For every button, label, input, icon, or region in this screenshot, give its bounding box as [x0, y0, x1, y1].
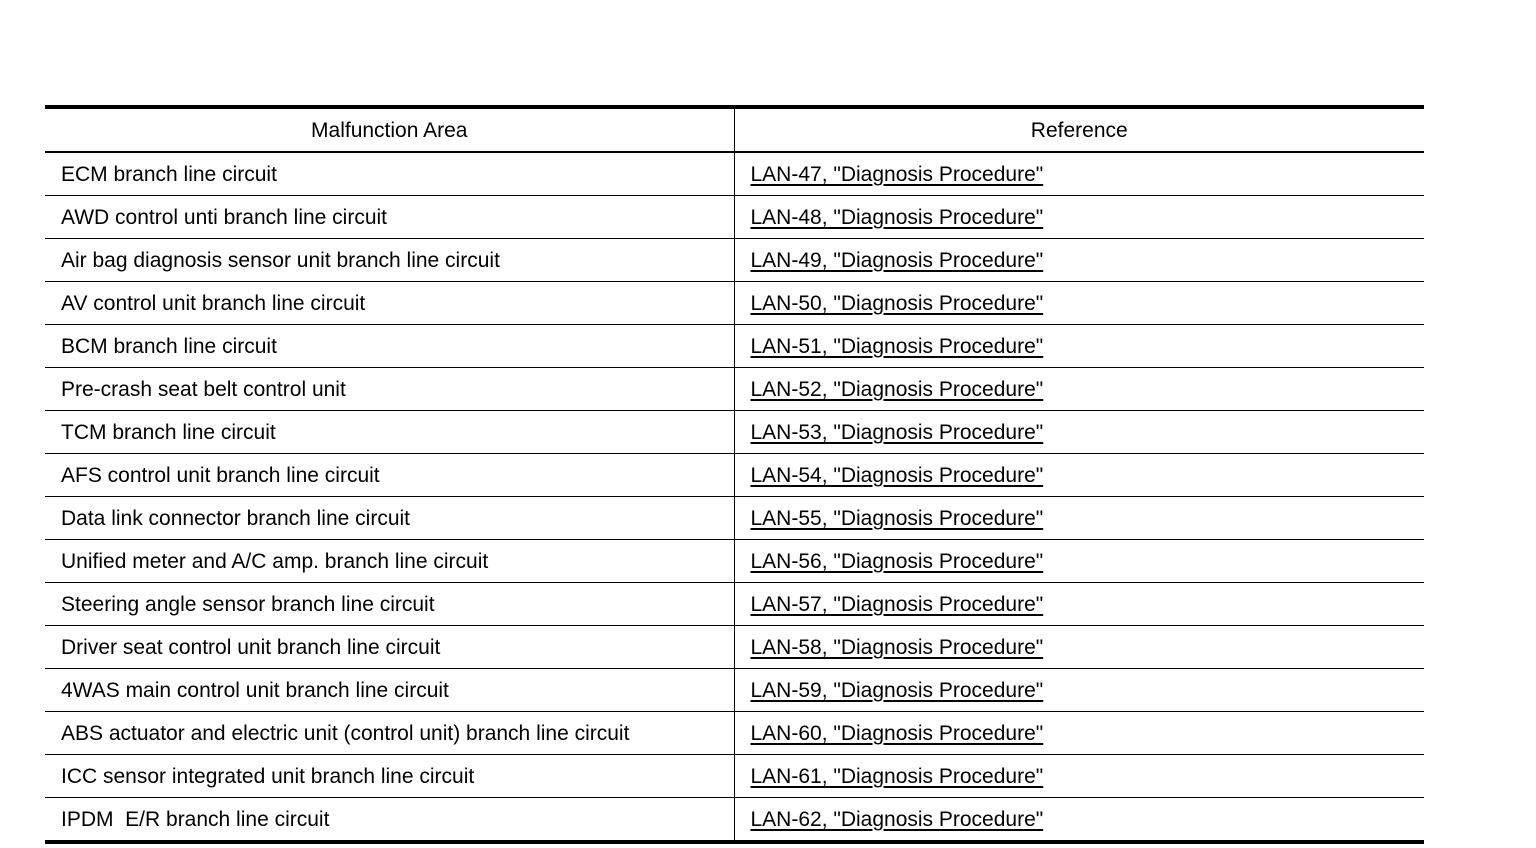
reference-cell: [734, 712, 1424, 755]
malfunction-area-cell: TCM branch line circuit: [45, 411, 734, 454]
reference-link[interactable]: LAN-47, "Diagnosis Procedure": [750, 162, 1044, 186]
malfunction-area-cell: Air bag diagnosis sensor unit branch line circuit: [45, 239, 734, 282]
table-row: [45, 626, 1424, 669]
reference-link[interactable]: LAN-57, "Diagnosis Procedure": [750, 592, 1044, 616]
reference-cell: [734, 325, 1424, 368]
reference-link[interactable]: LAN-58, "Diagnosis Procedure": [750, 635, 1044, 659]
malfunction-area-cell: AWD control unti branch line circuit: [45, 196, 734, 239]
malfunction-area-cell: AFS control unit branch line circuit: [45, 454, 734, 497]
malfunction-area-cell: Driver seat control unit branch line circuit: [45, 626, 734, 669]
reference-link[interactable]: LAN-53, "Diagnosis Procedure": [750, 420, 1044, 444]
reference-link[interactable]: LAN-62, "Diagnosis Procedure": [750, 807, 1044, 831]
table-row: [45, 497, 1424, 540]
header-reference: Reference: [734, 107, 1424, 152]
malfunction-area-cell: AV control unit branch line circuit: [45, 282, 734, 325]
reference-link[interactable]: LAN-48, "Diagnosis Procedure": [750, 205, 1044, 229]
reference-cell: [734, 368, 1424, 411]
malfunction-area-cell: 4WAS main control unit branch line circuit: [45, 669, 734, 712]
reference-cell: [734, 411, 1424, 454]
malfunction-area-cell: Steering angle sensor branch line circuit: [45, 583, 734, 626]
table-row: [45, 196, 1424, 239]
reference-cell: [734, 497, 1424, 540]
table-row: [45, 540, 1424, 583]
malfunction-area-cell: ABS actuator and electric unit (control unit) branch line circuit: [45, 712, 734, 755]
reference-link[interactable]: LAN-61, "Diagnosis Procedure": [750, 764, 1044, 788]
reference-cell: [734, 798, 1424, 843]
table-row: [45, 669, 1424, 712]
table-row: [45, 152, 1424, 196]
reference-cell: [734, 755, 1424, 798]
table-row: [45, 454, 1424, 497]
reference-cell: [734, 669, 1424, 712]
reference-link[interactable]: LAN-56, "Diagnosis Procedure": [750, 549, 1044, 573]
malfunction-area-cell: Data link connector branch line circuit: [45, 497, 734, 540]
malfunction-area-cell: Pre-crash seat belt control unit: [45, 368, 734, 411]
malfunction-reference-table: [45, 105, 1424, 844]
reference-link[interactable]: LAN-59, "Diagnosis Procedure": [750, 678, 1044, 702]
reference-cell: [734, 583, 1424, 626]
malfunction-area-cell: ECM branch line circuit: [45, 152, 734, 196]
table-row: [45, 368, 1424, 411]
malfunction-area-cell: BCM branch line circuit: [45, 325, 734, 368]
table-row: [45, 325, 1424, 368]
reference-link[interactable]: LAN-50, "Diagnosis Procedure": [750, 291, 1044, 315]
reference-cell: [734, 282, 1424, 325]
table-row: [45, 239, 1424, 282]
table-row: [45, 798, 1424, 843]
reference-link[interactable]: LAN-51, "Diagnosis Procedure": [750, 334, 1044, 358]
reference-cell: [734, 626, 1424, 669]
table-row: [45, 712, 1424, 755]
reference-link[interactable]: LAN-60, "Diagnosis Procedure": [750, 721, 1044, 745]
table-row: [45, 583, 1424, 626]
reference-cell: [734, 152, 1424, 196]
header-malfunction-area: Malfunction Area: [45, 107, 734, 152]
reference-link[interactable]: LAN-54, "Diagnosis Procedure": [750, 463, 1044, 487]
reference-cell: [734, 540, 1424, 583]
malfunction-area-cell: IPDM E/R branch line circuit: [61, 807, 330, 831]
malfunction-area-cell: ICC sensor integrated unit branch line circuit: [45, 755, 734, 798]
reference-link[interactable]: LAN-55, "Diagnosis Procedure": [750, 506, 1044, 530]
table-row: [45, 411, 1424, 454]
reference-cell: [734, 454, 1424, 497]
table-row: [45, 282, 1424, 325]
reference-link[interactable]: LAN-52, "Diagnosis Procedure": [750, 377, 1044, 401]
table-header-row: [45, 107, 1424, 152]
table-row: [45, 755, 1424, 798]
reference-cell: [734, 239, 1424, 282]
reference-link[interactable]: LAN-49, "Diagnosis Procedure": [750, 248, 1044, 272]
malfunction-area-cell: Unified meter and A/C amp. branch line circuit: [45, 540, 734, 583]
reference-cell: [734, 196, 1424, 239]
